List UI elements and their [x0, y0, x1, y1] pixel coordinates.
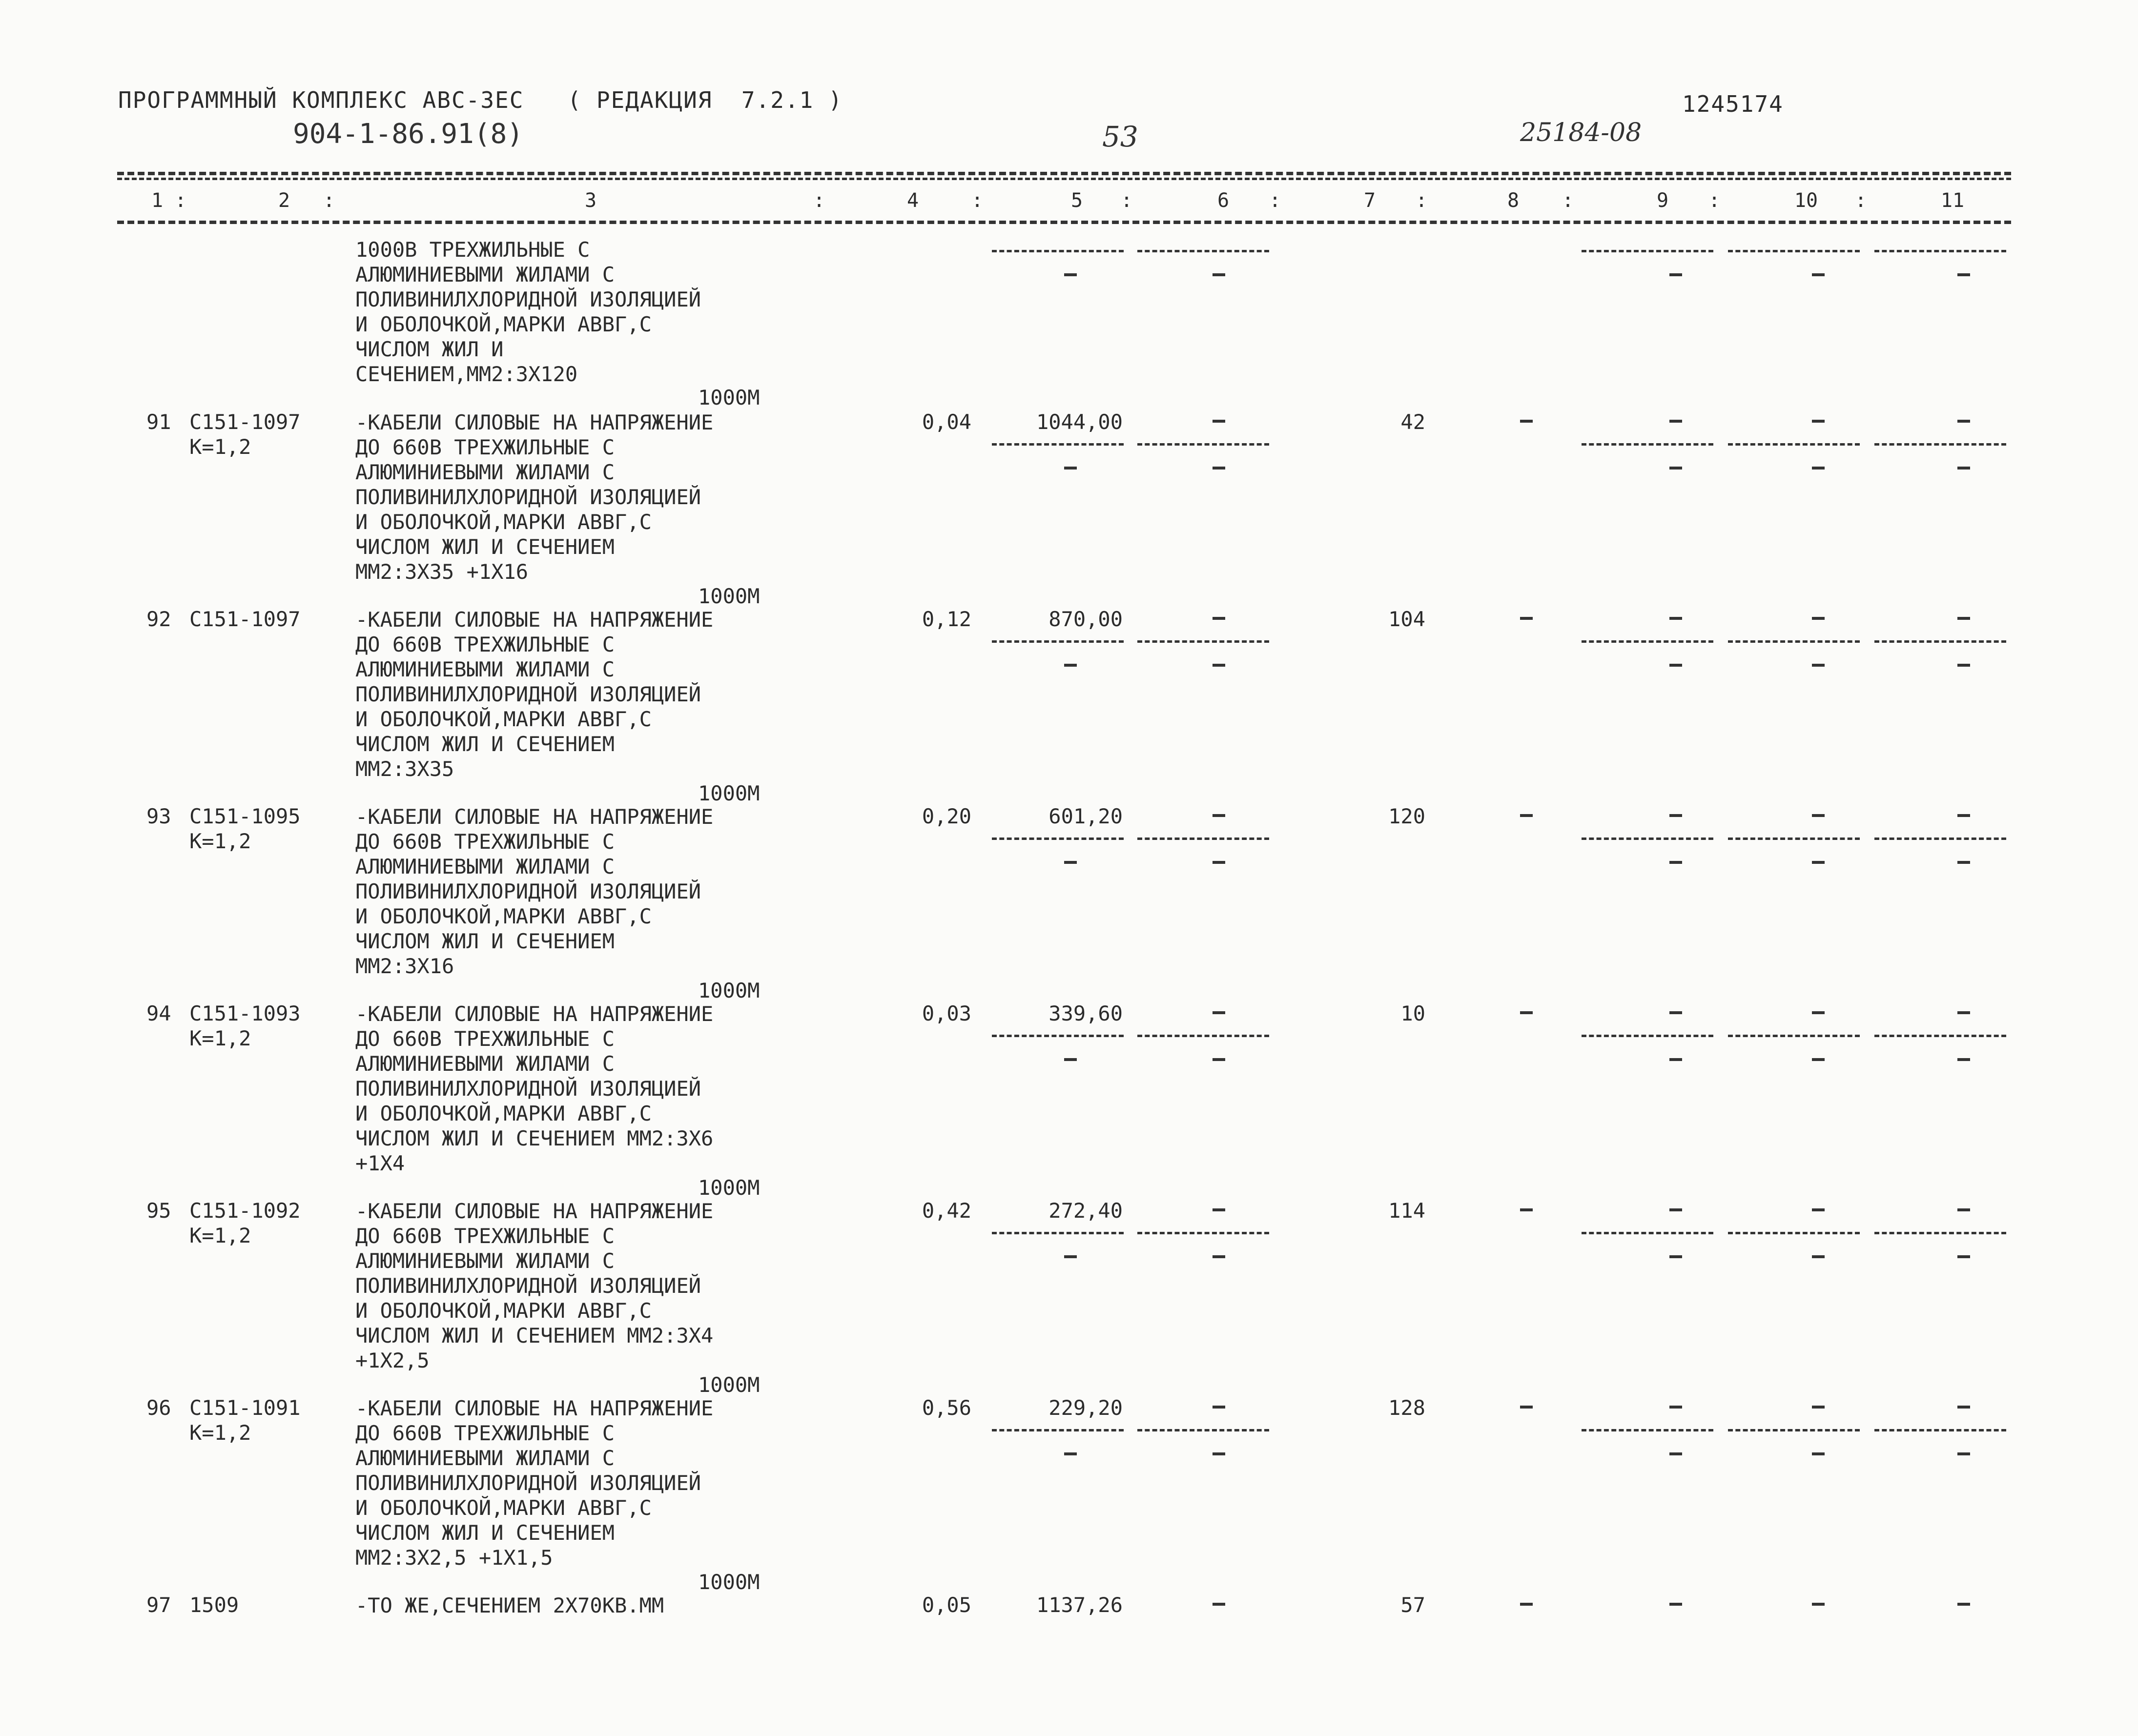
dash-mark	[1520, 617, 1533, 620]
row-quantity: 0,56	[922, 1396, 971, 1420]
dash-mark	[1213, 664, 1225, 667]
row-quantity: 0,12	[922, 607, 971, 631]
row-number: 94	[146, 1001, 171, 1025]
dash-mark	[1064, 1452, 1077, 1455]
row-quantity: 0,04	[922, 410, 971, 434]
dash-mark	[1812, 861, 1825, 864]
row-quantity: 0,05	[922, 1593, 971, 1617]
row-description: -КАБЕЛИ СИЛОВЫЕ НА НАПРЯЖЕНИЕ ДО 660В ТРЕХЖИЛЬНЫЕ С АЛЮМИНИЕВЫМИ ЖИЛАМИ С ПОЛИВИНИЛХЛОРИДНОЙ ИЗОЛЯЦИЕЙ И ОБОЛОЧКОЙ,МАРКИ АВВГ,С ЧИСЛОМ ЖИЛ И СЕЧЕНИЕМ ММ2:3Х35 +1Х16	[355, 410, 714, 584]
row-quantity: 0,03	[922, 1001, 971, 1025]
row-coefficient: К=1,2	[189, 829, 251, 853]
row-number: 92	[146, 607, 171, 631]
row-description: -ТО ЖЕ,СЕЧЕНИЕМ 2Х70КВ.ММ	[355, 1593, 664, 1617]
row-code: С151-1095	[189, 804, 301, 828]
dash-mark	[1213, 1452, 1225, 1455]
column-separator: :	[323, 189, 335, 212]
row-unit: 1000М	[698, 1373, 760, 1397]
dash-mark	[1669, 420, 1682, 423]
row-code: С151-1092	[189, 1199, 301, 1223]
fraction-rule	[992, 640, 1124, 643]
program-title: ПРОГРАММНЫЙ КОМПЛЕКС АВС-3ЕС ( РЕДАКЦИЯ 7.2.1 )	[118, 87, 843, 113]
dash-mark	[1812, 1452, 1825, 1455]
fraction-rule	[1728, 837, 1860, 840]
dash-mark	[1812, 1058, 1825, 1061]
column-number: 5	[1070, 189, 1083, 212]
dash-mark	[1812, 1603, 1825, 1606]
dash-mark	[1812, 664, 1825, 667]
dash-mark	[1812, 1208, 1825, 1211]
fraction-rule	[1137, 1232, 1269, 1234]
dash-mark	[1957, 467, 1970, 470]
row-total: 57	[1400, 1593, 1425, 1617]
dash-mark	[1213, 1255, 1225, 1258]
fraction-rule	[1874, 640, 2006, 643]
dash-mark	[1669, 1058, 1682, 1061]
row-unit-price: 339,60	[1048, 1001, 1123, 1025]
dash-mark	[1669, 814, 1682, 817]
dash-mark	[1957, 1255, 1970, 1258]
fraction-rule	[1728, 1232, 1860, 1234]
continuation-unit: 1000М	[698, 386, 760, 409]
dash-mark	[1669, 664, 1682, 667]
dash-mark	[1957, 1603, 1970, 1606]
row-number: 97	[146, 1593, 171, 1617]
fraction-rule	[1582, 250, 1713, 252]
dash-mark	[1213, 1058, 1225, 1061]
dash-mark	[1669, 1255, 1682, 1258]
dash-mark	[1669, 467, 1682, 470]
fraction-rule	[1582, 1429, 1713, 1431]
header-rule-top-2	[117, 178, 2011, 180]
dash-mark	[1957, 861, 1970, 864]
dash-mark	[1213, 467, 1225, 470]
fraction-rule	[1582, 837, 1713, 840]
dash-mark	[1064, 1058, 1077, 1061]
fraction-rule	[992, 1035, 1124, 1037]
column-number: 11	[1940, 189, 1965, 212]
column-separator: :	[1416, 189, 1428, 212]
fraction-rule	[1874, 837, 2006, 840]
column-number: 6	[1217, 189, 1230, 212]
continuation-description: 1000В ТРЕХЖИЛЬНЫЕ С АЛЮМИНИЕВЫМИ ЖИЛАМИ С ПОЛИВИНИЛХЛОРИДНОЙ ИЗОЛЯЦИЕЙ И ОБОЛОЧКОЙ,МАРКИ АВВГ,С ЧИСЛОМ ЖИЛ И СЕЧЕНИЕМ,ММ2:3Х120	[355, 238, 701, 386]
fraction-rule	[1582, 640, 1713, 643]
column-number: 1	[151, 189, 164, 212]
column-separator: :	[1562, 189, 1574, 212]
row-total: 120	[1388, 804, 1425, 828]
column-separator: :	[1121, 189, 1133, 212]
column-separator: :	[175, 189, 187, 212]
dash-mark	[1812, 1255, 1825, 1258]
row-code: С151-1093	[189, 1001, 301, 1025]
dash-mark	[1669, 617, 1682, 620]
row-unit-price: 601,20	[1048, 804, 1123, 828]
fraction-rule	[1874, 1232, 2006, 1234]
dash-mark	[1957, 1011, 1970, 1014]
column-separator: :	[1269, 189, 1281, 212]
dash-mark	[1812, 467, 1825, 470]
row-number: 93	[146, 804, 171, 828]
fraction-rule	[1582, 1035, 1713, 1037]
fraction-rule	[992, 250, 1124, 252]
row-description: -КАБЕЛИ СИЛОВЫЕ НА НАПРЯЖЕНИЕ ДО 660В ТРЕХЖИЛЬНЫЕ С АЛЮМИНИЕВЫМИ ЖИЛАМИ С ПОЛИВИНИЛХЛОРИДНОЙ ИЗОЛЯЦИЕЙ И ОБОЛОЧКОЙ,МАРКИ АВВГ,С ЧИСЛОМ ЖИЛ И СЕЧЕНИЕМ ММ2:3Х4 +1Х2,5	[355, 1199, 714, 1372]
dash-mark	[1957, 1058, 1970, 1061]
column-separator: :	[971, 189, 984, 212]
row-code: С151-1091	[189, 1396, 301, 1420]
fraction-rule	[992, 443, 1124, 446]
dash-mark	[1957, 273, 1970, 276]
dash-mark	[1520, 1208, 1533, 1211]
column-number: 7	[1363, 189, 1376, 212]
dash-mark	[1669, 273, 1682, 276]
row-coefficient: К=1,2	[189, 435, 251, 459]
row-description: -КАБЕЛИ СИЛОВЫЕ НА НАПРЯЖЕНИЕ ДО 660В ТРЕХЖИЛЬНЫЕ С АЛЮМИНИЕВЫМИ ЖИЛАМИ С ПОЛИВИНИЛХЛОРИДНОЙ ИЗОЛЯЦИЕЙ И ОБОЛОЧКОЙ,МАРКИ АВВГ,С ЧИСЛОМ ЖИЛ И СЕЧЕНИЕМ ММ2:3Х6 +1Х4	[355, 1002, 714, 1175]
fraction-rule	[1874, 1035, 2006, 1037]
dash-mark	[1213, 273, 1225, 276]
dash-mark	[1520, 1406, 1533, 1409]
dash-mark	[1520, 1011, 1533, 1014]
row-total: 10	[1400, 1001, 1425, 1025]
column-number: 8	[1507, 189, 1520, 212]
row-unit: 1000М	[698, 1570, 760, 1594]
record-id: 1245174	[1682, 91, 1784, 117]
column-number: 9	[1656, 189, 1669, 212]
header-rule-bottom	[117, 221, 2011, 224]
dash-mark	[1957, 617, 1970, 620]
dash-mark	[1213, 814, 1225, 817]
dash-mark	[1213, 420, 1225, 423]
row-coefficient: К=1,2	[189, 1026, 251, 1050]
column-number: 4	[906, 189, 919, 212]
row-unit: 1000М	[698, 979, 760, 1002]
dash-mark	[1213, 1208, 1225, 1211]
dash-mark	[1669, 1208, 1682, 1211]
dash-mark	[1520, 1603, 1533, 1606]
dash-mark	[1957, 420, 1970, 423]
fraction-rule	[1137, 250, 1269, 252]
dash-mark	[1213, 1603, 1225, 1606]
fraction-rule	[1728, 1035, 1860, 1037]
row-number: 91	[146, 410, 171, 434]
fraction-rule	[1728, 1429, 1860, 1431]
fraction-rule	[1728, 443, 1860, 446]
row-description: -КАБЕЛИ СИЛОВЫЕ НА НАПРЯЖЕНИЕ ДО 660В ТРЕХЖИЛЬНЫЕ С АЛЮМИНИЕВЫМИ ЖИЛАМИ С ПОЛИВИНИЛХЛОРИДНОЙ ИЗОЛЯЦИЕЙ И ОБОЛОЧКОЙ,МАРКИ АВВГ,С ЧИСЛОМ ЖИЛ И СЕЧЕНИЕМ ММ2:3Х35	[355, 608, 714, 781]
fraction-rule	[1582, 443, 1713, 446]
row-unit-price: 272,40	[1048, 1199, 1123, 1223]
dash-mark	[1812, 1011, 1825, 1014]
dash-mark	[1669, 1452, 1682, 1455]
column-number: 3	[584, 189, 597, 212]
dash-mark	[1957, 1208, 1970, 1211]
row-total: 104	[1388, 607, 1425, 631]
row-coefficient: К=1,2	[189, 1224, 251, 1247]
row-unit: 1000М	[698, 584, 760, 608]
dash-mark	[1812, 420, 1825, 423]
column-separator: :	[1855, 189, 1867, 212]
fraction-rule	[1728, 640, 1860, 643]
row-unit-price: 870,00	[1048, 607, 1123, 631]
fraction-rule	[1874, 1429, 2006, 1431]
fraction-rule	[1137, 1035, 1269, 1037]
column-separator: :	[813, 189, 825, 212]
dash-mark	[1064, 664, 1077, 667]
row-quantity: 0,20	[922, 804, 971, 828]
row-description: -КАБЕЛИ СИЛОВЫЕ НА НАПРЯЖЕНИЕ ДО 660В ТРЕХЖИЛЬНЫЕ С АЛЮМИНИЕВЫМИ ЖИЛАМИ С ПОЛИВИНИЛХЛОРИДНОЙ ИЗОЛЯЦИЕЙ И ОБОЛОЧКОЙ,МАРКИ АВВГ,С ЧИСЛОМ ЖИЛ И СЕЧЕНИЕМ ММ2:3Х2,5 +1Х1,5	[355, 1396, 714, 1570]
dash-mark	[1812, 617, 1825, 620]
dash-mark	[1064, 273, 1077, 276]
page-number: 53	[1102, 120, 1138, 153]
dash-mark	[1669, 1603, 1682, 1606]
row-unit-price: 229,20	[1048, 1396, 1123, 1420]
dash-mark	[1064, 1255, 1077, 1258]
row-code: 1509	[189, 1593, 239, 1617]
row-total: 114	[1388, 1199, 1425, 1223]
column-number: 2	[278, 189, 290, 212]
dash-mark	[1669, 861, 1682, 864]
dash-mark	[1520, 814, 1533, 817]
column-number: 10	[1794, 189, 1818, 212]
dash-mark	[1064, 467, 1077, 470]
row-unit: 1000М	[698, 1176, 760, 1200]
dash-mark	[1669, 1406, 1682, 1409]
row-quantity: 0,42	[922, 1199, 971, 1223]
dash-mark	[1213, 861, 1225, 864]
row-total: 42	[1400, 410, 1425, 434]
fraction-rule	[1874, 250, 2006, 252]
row-number: 95	[146, 1199, 171, 1223]
fraction-rule	[1137, 837, 1269, 840]
dash-mark	[1520, 420, 1533, 423]
fraction-rule	[992, 1429, 1124, 1431]
fraction-rule	[1137, 1429, 1269, 1431]
row-description: -КАБЕЛИ СИЛОВЫЕ НА НАПРЯЖЕНИЕ ДО 660В ТРЕХЖИЛЬНЫЕ С АЛЮМИНИЕВЫМИ ЖИЛАМИ С ПОЛИВИНИЛХЛОРИДНОЙ ИЗОЛЯЦИЕЙ И ОБОЛОЧКОЙ,МАРКИ АВВГ,С ЧИСЛОМ ЖИЛ И СЕЧЕНИЕМ ММ2:3Х16	[355, 805, 714, 978]
dash-mark	[1957, 1452, 1970, 1455]
dash-mark	[1812, 1406, 1825, 1409]
row-code: С151-1097	[189, 607, 301, 631]
row-number: 96	[146, 1396, 171, 1420]
dash-mark	[1064, 861, 1077, 864]
dash-mark	[1213, 1011, 1225, 1014]
row-total: 128	[1388, 1396, 1425, 1420]
dash-mark	[1812, 814, 1825, 817]
column-separator: :	[1708, 189, 1721, 212]
doc-number: 25184-08	[1520, 118, 1642, 147]
dash-mark	[1213, 617, 1225, 620]
dash-mark	[1669, 1011, 1682, 1014]
row-unit: 1000М	[698, 781, 760, 805]
row-unit-price: 1137,26	[1036, 1593, 1123, 1617]
dash-mark	[1957, 814, 1970, 817]
dash-mark	[1957, 1406, 1970, 1409]
fraction-rule	[992, 1232, 1124, 1234]
fraction-rule	[1137, 443, 1269, 446]
dash-mark	[1957, 664, 1970, 667]
row-coefficient: К=1,2	[189, 1421, 251, 1445]
fraction-rule	[992, 837, 1124, 840]
fraction-rule	[1874, 443, 2006, 446]
fraction-rule	[1137, 640, 1269, 643]
fraction-rule	[1728, 250, 1860, 252]
row-unit-price: 1044,00	[1036, 410, 1123, 434]
header-rule-top	[117, 172, 2011, 175]
dash-mark	[1812, 273, 1825, 276]
project-code: 904-1-86.91(8)	[293, 118, 524, 150]
dash-mark	[1213, 1406, 1225, 1409]
row-code: С151-1097	[189, 410, 301, 434]
fraction-rule	[1582, 1232, 1713, 1234]
